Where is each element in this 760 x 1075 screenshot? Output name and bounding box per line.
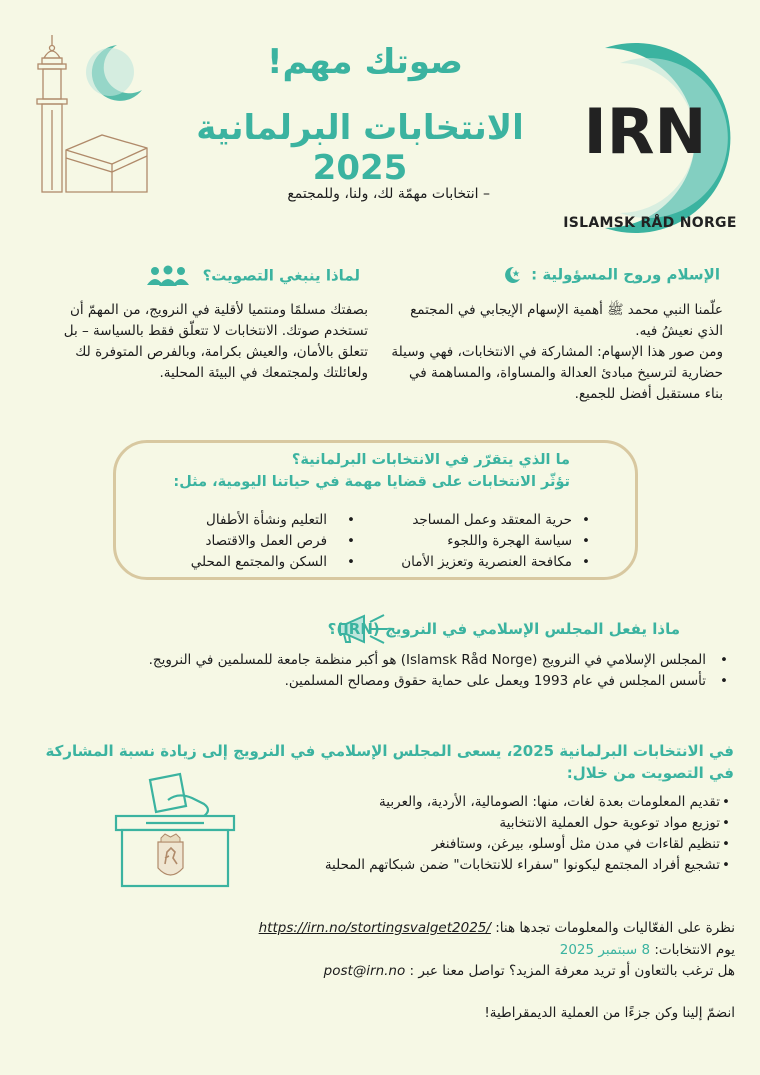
election-day-label: يوم الانتخابات: bbox=[654, 942, 735, 958]
decided-list-2 bbox=[150, 510, 355, 573]
page-title-line2: الانتخابات البرلمانية 2025 bbox=[196, 108, 524, 188]
irn-title: ماذا يفعل المجلس الإسلامي في النرويج (IRN)؟ bbox=[327, 620, 680, 638]
minaret-illustration bbox=[22, 30, 157, 195]
islam-responsibility-p1: علّمنا النبي محمد ﷺ أهمية الإسهام الإيجابي في المجتمع الذي نعيشُ فيه. bbox=[410, 302, 723, 339]
list-item: • المجلس الإسلامي في النرويج (Islamsk Råd Norge) هو أكبر منظمة جامعة للمسلمين في النرويج. bbox=[110, 650, 728, 671]
list-item: • مكافحة العنصرية وتعزيز الأمان bbox=[370, 552, 590, 573]
list-item: • تأسس المجلس في عام 1993 ويعمل على حماية حقوق ومصالح المسلمين. bbox=[110, 671, 728, 692]
islam-responsibility-body bbox=[388, 300, 723, 405]
participation-list bbox=[280, 792, 730, 876]
list-item: • تنظيم لقاءات في مدن مثل أوسلو، بيرغن، وستافنغر bbox=[280, 834, 730, 855]
list-item: • السكن والمجتمع المحلي bbox=[150, 552, 355, 573]
info-line bbox=[215, 918, 735, 939]
why-vote-body: بصفتك مسلمًا ومنتميا لأقلية في النرويج، من المهمّ أن تستخدم صوتك. الانتخابات لا تتعلّق فقط بالسياسة – بل تتعلق بالأمان، والعيش بكرامة، وبالفرص المتوفرة لك ولعائلتك ولمجتمعك في البيئة المحلية. bbox=[63, 302, 368, 381]
irn-list bbox=[110, 650, 728, 692]
ballot-box-icon bbox=[108, 770, 243, 890]
election-day-value: 8 سبتمبر 2025 bbox=[559, 942, 651, 958]
list-item: • تقديم المعلومات بعدة لغات، منها: الصومالية، الأردية، والعربية bbox=[280, 792, 730, 813]
why-vote-title-text: لماذا ينبغي التصويت؟ bbox=[202, 266, 360, 285]
participation-title: في الانتخابات البرلمانية 2025، يسعى المجلس الإسلامي في النرويج إلى زيادة نسبة المشاركة في التصويت من خلال: bbox=[45, 742, 734, 782]
contact-email[interactable]: post@irn.no bbox=[323, 963, 406, 979]
islam-responsibility-p2: ومن صور هذا الإسهام: المشاركة في الانتخابات، فهي وسيلة حضارية لترسيخ مبادئ العدالة والمساواة، والمساهمة في بناء مستقبل أفضل للجميع. bbox=[391, 344, 723, 402]
contact-line bbox=[215, 961, 735, 982]
decided-heading: ما الذي يتقرّر في الانتخابات البرلمانية؟ bbox=[291, 452, 570, 468]
election-day-line bbox=[215, 940, 735, 961]
decided-list-1 bbox=[370, 510, 590, 573]
info-label: نظرة على الفعّاليات والمعلومات تجدها هنا: bbox=[495, 920, 735, 936]
people-icon bbox=[145, 265, 191, 287]
closing-line: انضمّ إلينا وكن جزءًا من العملية الديمقراطية! bbox=[484, 1005, 735, 1021]
contact-label: هل ترغب بالتعاون أو تريد معرفة المزيد؟ تواصل معنا عبر : bbox=[409, 963, 735, 979]
list-item: • فرص العمل والاقتصاد bbox=[150, 531, 355, 552]
page-subtitle: – انتخابات مهمّة لك، ولنا، وللمجتمع bbox=[287, 186, 490, 202]
islam-responsibility-title bbox=[410, 265, 720, 285]
decided-subheading: تؤثّر الانتخابات على قضايا مهمة في حياتنا اليومية، مثل: bbox=[173, 474, 570, 490]
irn-logo bbox=[545, 38, 745, 238]
list-item: • سياسة الهجرة واللجوء bbox=[370, 531, 590, 552]
info-link[interactable]: https://irn.no/stortingsvalget2025/ bbox=[258, 920, 491, 936]
logo-mark: IRN bbox=[583, 95, 707, 168]
list-item: • توزيع مواد توعوية حول العملية الانتخابية bbox=[280, 813, 730, 834]
why-vote-title bbox=[60, 265, 360, 287]
logo-name: ISLAMSK RÅD NORGE bbox=[563, 215, 737, 231]
list-item: • التعليم ونشأة الأطفال bbox=[150, 510, 355, 531]
list-item: • تشجيع أفراد المجتمع ليكونوا "سفراء للانتخابات" ضمن شبكاتهم المحلية bbox=[280, 855, 730, 876]
islam-responsibility-title-text: الإسلام وروح المسؤولية : bbox=[531, 265, 720, 284]
list-item: • حرية المعتقد وعمل المساجد bbox=[370, 510, 590, 531]
page-title-line1: صوتك مهم! bbox=[266, 42, 464, 82]
crescent-icon bbox=[502, 265, 522, 285]
